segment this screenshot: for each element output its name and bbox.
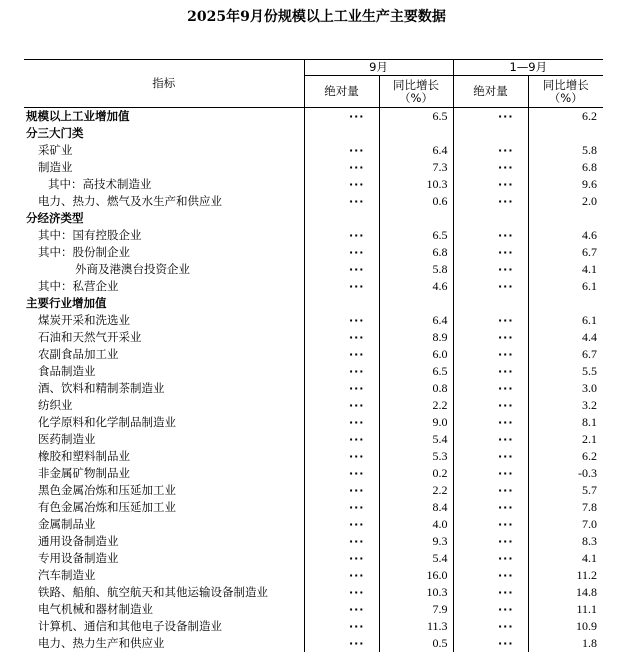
month-yoy-value: 10.3 [379,584,453,601]
page-title: 2025年9月份规模以上工业生产主要数据 [0,6,633,26]
month-absolute-value [304,295,379,312]
row-indicator-name: 黑色金属冶炼和压延加工业 [24,482,304,499]
ytd-yoy-value: 4.4 [528,329,603,346]
month-absolute-value: ··· [304,244,379,261]
row-indicator-name: 煤炭开采和洗选业 [24,312,304,329]
month-yoy-value: 5.4 [379,431,453,448]
ytd-absolute-value: ··· [453,618,528,635]
table-row [24,210,603,227]
table-row [24,516,603,533]
ytd-absolute-value: ··· [453,261,528,278]
month-yoy-value: 2.2 [379,397,453,414]
ytd-absolute-value: ··· [453,431,528,448]
row-indicator-name: 有色金属冶炼和压延加工业 [24,499,304,516]
header-month-yoy [379,76,453,108]
month-yoy-value: 6.5 [379,363,453,380]
row-indicator-name: 通用设备制造业 [24,533,304,550]
ytd-absolute-value: ··· [453,499,528,516]
month-absolute-value: ··· [304,482,379,499]
table-row [24,584,603,601]
ytd-absolute-value: ··· [453,278,528,295]
table-row [24,448,603,465]
header-month-absolute: 绝对量 [304,76,379,108]
ytd-yoy-value: 5.7 [528,482,603,499]
ytd-yoy-value: 6.2 [528,448,603,465]
month-absolute-value: ··· [304,397,379,414]
row-indicator-name: 电气机械和器材制造业 [24,601,304,618]
table-row [24,295,603,312]
ytd-absolute-value: ··· [453,584,528,601]
row-indicator-name: 食品制造业 [24,363,304,380]
month-absolute-value: ··· [304,227,379,244]
month-absolute-value: ··· [304,108,379,126]
ytd-yoy-value: 6.2 [528,108,603,126]
row-indicator-name: 其中：高技术制造业 [24,176,304,193]
table-row [24,533,603,550]
ytd-absolute-value: ··· [453,635,528,652]
ytd-yoy-value: 1.8 [528,635,603,652]
ytd-absolute-value: ··· [453,550,528,567]
table-row [24,550,603,567]
month-absolute-value: ··· [304,414,379,431]
ytd-absolute-value: ··· [453,482,528,499]
month-yoy-value: 4.6 [379,278,453,295]
month-absolute-value: ··· [304,448,379,465]
ytd-yoy-value: 9.6 [528,176,603,193]
row-indicator-name: 纺织业 [24,397,304,414]
month-yoy-value: 10.3 [379,176,453,193]
ytd-absolute-value: ··· [453,142,528,159]
row-indicator-name: 农副食品加工业 [24,346,304,363]
month-yoy-value: 6.5 [379,108,453,126]
table-row [24,414,603,431]
table-row [24,227,603,244]
ytd-yoy-value [528,125,603,142]
month-yoy-value: 5.8 [379,261,453,278]
ytd-yoy-value: 3.2 [528,397,603,414]
ytd-absolute-value: ··· [453,227,528,244]
ytd-absolute-value [453,210,528,227]
ytd-absolute-value: ··· [453,363,528,380]
ytd-yoy-value: 6.7 [528,346,603,363]
yoy-label: 同比增长 [529,79,604,92]
row-indicator-name: 计算机、通信和其他电子设备制造业 [24,618,304,635]
ytd-yoy-value: -0.3 [528,465,603,482]
table-row [24,601,603,618]
month-absolute-value: ··· [304,346,379,363]
month-absolute-value: ··· [304,635,379,652]
ytd-yoy-value: 7.8 [528,499,603,516]
row-indicator-name: 金属制品业 [24,516,304,533]
month-absolute-value: ··· [304,465,379,482]
ytd-yoy-value: 7.0 [528,516,603,533]
ytd-yoy-value [528,295,603,312]
month-absolute-value: ··· [304,550,379,567]
month-absolute-value: ··· [304,516,379,533]
ytd-absolute-value [453,125,528,142]
table-row [24,431,603,448]
month-yoy-value: 5.4 [379,550,453,567]
ytd-absolute-value: ··· [453,312,528,329]
month-absolute-value: ··· [304,533,379,550]
month-absolute-value: ··· [304,601,379,618]
month-absolute-value: ··· [304,278,379,295]
row-indicator-name: 电力、热力生产和供应业 [24,635,304,652]
month-absolute-value: ··· [304,261,379,278]
row-indicator-name: 分经济类型 [24,210,304,227]
row-indicator-name: 其中：股份制企业 [24,244,304,261]
month-yoy-value: 0.6 [379,193,453,210]
month-absolute-value: ··· [304,431,379,448]
ytd-absolute-value: ··· [453,601,528,618]
ytd-absolute-value: ··· [453,465,528,482]
table-row [24,380,603,397]
month-absolute-value: ··· [304,380,379,397]
table-row [24,329,603,346]
month-absolute-value: ··· [304,159,379,176]
ytd-yoy-value: 2.1 [528,431,603,448]
ytd-yoy-value: 6.8 [528,159,603,176]
month-yoy-value: 11.3 [379,618,453,635]
ytd-absolute-value: ··· [453,567,528,584]
month-absolute-value [304,210,379,227]
ytd-absolute-value: ··· [453,176,528,193]
ytd-yoy-value: 11.2 [528,567,603,584]
table-row [24,193,603,210]
ytd-absolute-value: ··· [453,448,528,465]
month-absolute-value: ··· [304,142,379,159]
ytd-yoy-value: 2.0 [528,193,603,210]
row-indicator-name: 制造业 [24,159,304,176]
table-row [24,278,603,295]
row-indicator-name: 规模以上工业增加值 [24,108,304,126]
header-ytd-absolute: 绝对量 [453,76,528,108]
ytd-yoy-value: 11.1 [528,601,603,618]
table-row [24,397,603,414]
ytd-yoy-value: 3.0 [528,380,603,397]
table-row [24,499,603,516]
ytd-yoy-value: 14.8 [528,584,603,601]
month-yoy-value: 6.4 [379,142,453,159]
table-row [24,244,603,261]
table-row [24,618,603,635]
month-yoy-value: 2.2 [379,482,453,499]
month-yoy-value: 7.9 [379,601,453,618]
ytd-absolute-value: ··· [453,380,528,397]
month-yoy-value: 9.3 [379,533,453,550]
ytd-yoy-value: 6.1 [528,312,603,329]
header-ytd-yoy [528,76,603,108]
table-row [24,567,603,584]
month-yoy-value [379,295,453,312]
table-row [24,125,603,142]
table-row [24,142,603,159]
header-indicator: 指标 [24,60,304,108]
yoy-unit: （%） [529,92,604,105]
table-row [24,312,603,329]
month-yoy-value [379,125,453,142]
table-row [24,176,603,193]
row-indicator-name: 化学原料和化学制品制造业 [24,414,304,431]
month-absolute-value: ··· [304,584,379,601]
month-absolute-value: ··· [304,363,379,380]
ytd-yoy-value: 5.8 [528,142,603,159]
month-absolute-value: ··· [304,567,379,584]
ytd-yoy-value: 6.1 [528,278,603,295]
ytd-absolute-value: ··· [453,244,528,261]
month-yoy-value: 0.5 [379,635,453,652]
ytd-absolute-value [453,295,528,312]
yoy-unit: （%） [380,92,453,105]
table-row [24,261,603,278]
ytd-absolute-value: ··· [453,346,528,363]
row-indicator-name: 铁路、船舶、航空航天和其他运输设备制造业 [24,584,304,601]
month-absolute-value: ··· [304,312,379,329]
ytd-yoy-value: 8.1 [528,414,603,431]
month-yoy-value: 9.0 [379,414,453,431]
month-absolute-value: ··· [304,329,379,346]
ytd-absolute-value: ··· [453,533,528,550]
row-indicator-name: 石油和天然气开采业 [24,329,304,346]
ytd-absolute-value: ··· [453,516,528,533]
ytd-absolute-value: ··· [453,193,528,210]
ytd-yoy-value: 8.3 [528,533,603,550]
month-absolute-value: ··· [304,176,379,193]
row-indicator-name: 电力、热力、燃气及水生产和供应业 [24,193,304,210]
month-yoy-value: 6.8 [379,244,453,261]
row-indicator-name: 外商及港澳台投资企业 [24,261,304,278]
ytd-yoy-value: 4.1 [528,261,603,278]
ytd-yoy-value: 10.9 [528,618,603,635]
ytd-absolute-value: ··· [453,414,528,431]
ytd-yoy-value: 5.5 [528,363,603,380]
table-row [24,465,603,482]
row-indicator-name: 橡胶和塑料制品业 [24,448,304,465]
ytd-yoy-value: 4.6 [528,227,603,244]
row-indicator-name: 酒、饮料和精制茶制造业 [24,380,304,397]
month-yoy-value: 0.2 [379,465,453,482]
month-yoy-value: 8.9 [379,329,453,346]
ytd-absolute-value: ··· [453,159,528,176]
month-yoy-value: 6.4 [379,312,453,329]
ytd-yoy-value [528,210,603,227]
table-row [24,108,603,126]
month-yoy-value: 6.0 [379,346,453,363]
industrial-data-table [24,59,603,652]
table-row [24,363,603,380]
header-group-ytd: 1—9月 [453,60,603,76]
ytd-absolute-value: ··· [453,397,528,414]
row-indicator-name: 采矿业 [24,142,304,159]
row-indicator-name: 其中：私营企业 [24,278,304,295]
month-absolute-value: ··· [304,193,379,210]
row-indicator-name: 非金属矿物制品业 [24,465,304,482]
month-yoy-value: 0.8 [379,380,453,397]
month-yoy-value: 7.3 [379,159,453,176]
row-indicator-name: 其中：国有控股企业 [24,227,304,244]
table-row [24,482,603,499]
header-group-month: 9月 [304,60,453,76]
row-indicator-name: 医药制造业 [24,431,304,448]
month-yoy-value [379,210,453,227]
yoy-label: 同比增长 [380,79,453,92]
table-row [24,159,603,176]
ytd-absolute-value: ··· [453,108,528,126]
month-yoy-value: 16.0 [379,567,453,584]
month-yoy-value: 5.3 [379,448,453,465]
row-indicator-name: 汽车制造业 [24,567,304,584]
month-absolute-value: ··· [304,618,379,635]
row-indicator-name: 主要行业增加值 [24,295,304,312]
month-yoy-value: 6.5 [379,227,453,244]
month-yoy-value: 8.4 [379,499,453,516]
ytd-absolute-value: ··· [453,329,528,346]
month-yoy-value: 4.0 [379,516,453,533]
ytd-yoy-value: 6.7 [528,244,603,261]
month-absolute-value [304,125,379,142]
table-body [24,108,603,652]
ytd-yoy-value: 4.1 [528,550,603,567]
row-indicator-name: 分三大门类 [24,125,304,142]
month-absolute-value: ··· [304,499,379,516]
table-row [24,635,603,652]
row-indicator-name: 专用设备制造业 [24,550,304,567]
table-row [24,346,603,363]
